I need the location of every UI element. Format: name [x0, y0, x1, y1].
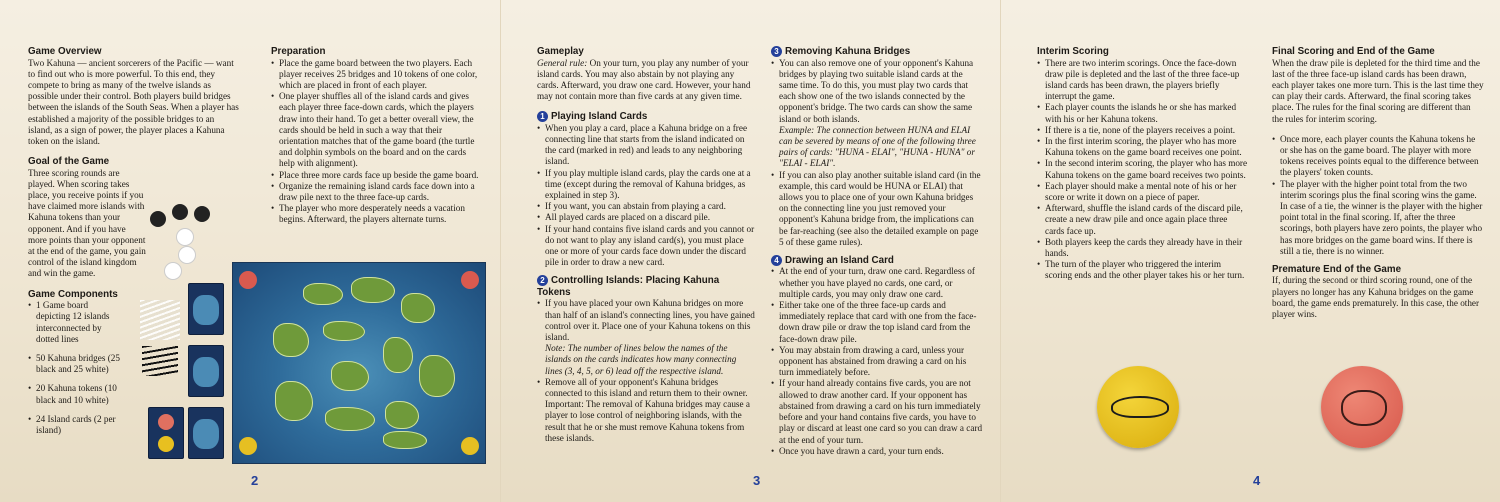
rule-item: • Each player should make a mental note of his or her score or write it down on a piece of paper.	[1037, 181, 1249, 203]
white-token-image	[176, 228, 194, 246]
preparation-heading: Preparation	[271, 46, 326, 57]
goal-heading: Goal of the Game	[28, 156, 110, 168]
goal-text: Three scoring rounds are played. When scoring takes place, you receive points if you have claimed more islands with Kahuna tokens than your opponent. And if you have more points than your opponent at the end of the game, you gain control of the island kingdom and win the game.	[28, 167, 146, 279]
gameplay-rule	[537, 58, 755, 103]
removing-column	[771, 46, 983, 464]
black-token-image	[172, 204, 188, 220]
bridges-image	[140, 300, 180, 340]
page-number: 4	[1253, 473, 1261, 488]
drawing-card-list	[771, 266, 983, 456]
page-number: 3	[753, 473, 761, 488]
rule-item: • There are two interim scorings. Once the face-down draw pile is depleted and the last of the three face-up island cards has been drawn, the players briefly interrupt the game.	[1037, 58, 1249, 103]
black-token-image	[150, 211, 166, 227]
island-card-image	[188, 283, 224, 335]
island-card-image	[188, 345, 224, 397]
rule-item: • Once you have drawn a card, your turn ends.	[771, 446, 983, 457]
rules-page-3	[500, 0, 1001, 502]
removing-bridges-list	[771, 58, 983, 248]
black-token-image	[194, 206, 210, 222]
white-token-image	[178, 246, 196, 264]
prep-item: • Place the game board between the two players. Each player receives 25 bridges and 10 tokens of one color, which are placed in front of each player.	[271, 58, 483, 92]
premature-heading: Premature End of the Game	[1272, 263, 1402, 275]
playing-cards-list	[537, 123, 755, 269]
component-item: • 50 Kahuna bridges (25 black and 25 white)	[28, 353, 120, 375]
rule-item: • In the second interim scoring, the player who has more Kahuna tokens on the game board receives two points.	[1037, 158, 1249, 180]
rule-item: • The turn of the player who triggered the interim scoring ends and the other player takes his or her turn.	[1037, 259, 1249, 281]
final-heading: Final Scoring and End of the Game	[1272, 46, 1435, 57]
prep-item: • The player who more desperately needs a vacation begins. Afterward, the players alternate turns.	[271, 203, 483, 225]
component-item: • 20 Kahuna tokens (10 black and 10 white)	[28, 383, 120, 405]
rule-item: • In the first interim scoring, the player who has more Kahuna tokens on the game board receives one point.	[1037, 136, 1249, 158]
rule-item: • Once more, each player counts the Kahuna tokens he or she has on the game board. The player with more tokens receives points equal to the difference between the players' token counts.	[1272, 134, 1484, 179]
bridges-image	[142, 346, 178, 376]
gameplay-heading: Gameplay	[537, 46, 584, 57]
rule-item: • If there is a tie, none of the players receives a point.	[1037, 125, 1249, 136]
section-heading: 1 Playing Island Cards	[537, 111, 755, 123]
prep-item: • Organize the remaining island cards face down into a draw pile next to the three face-up cards.	[271, 181, 483, 203]
final-text: When the draw pile is depleted for the third time and the last of the three face-up island cards has been drawn, each player takes one more turn. This is the last time they can play their cards. Afterward, the final scoring takes place. The rules for the final scoring are different than the rules for interim scoring.	[1272, 57, 1484, 124]
overview-heading: Game Overview	[28, 46, 102, 57]
rule-item: • Remove all of your opponent's Kahuna bridges connected to this island and return them to their owner. Important: The removal of Kahuna bridges may cause a player to lose control of neighboring islands, with the result that he or she must remove Kahuna tokens from these islands.	[537, 377, 755, 444]
rule-item: • Either take one of the three face-up cards and immediately replace that card with one from the face-down draw pile or draw the top island card from the face-down draw pile.	[771, 300, 983, 345]
gameplay-column	[537, 46, 755, 451]
rule-item: • If your hand already contains five cards, you are not allowed to draw another card. If your opponent has abstained from drawing a card on his turn immediately before and your hand contains five cards, you have to play or discard at least one card so you can draw a card at the end of your turn.	[771, 378, 983, 445]
interim-heading: Interim Scoring	[1037, 46, 1109, 57]
preparation-column	[271, 46, 483, 233]
rule-item: • When you play a card, place a Kahuna bridge on a free connecting line that starts from the island indicated on the card (marked in red) and leads to any neighboring island.	[537, 123, 755, 168]
card-back-image	[148, 407, 184, 459]
controlling-islands-list	[537, 298, 755, 444]
island-card-image	[188, 407, 224, 459]
page-number: 2	[251, 473, 259, 488]
general-rule-label: General rule:	[537, 57, 588, 68]
white-token-image	[164, 262, 182, 280]
component-item: • 24 Island cards (2 per island)	[28, 414, 120, 436]
step-number-badge: 4	[771, 255, 782, 266]
rule-item: • If your hand contains five island cards and you cannot or do not want to play any island card(s), you must place one or more of your cards face down under the discard pile in order to draw a new card.	[537, 224, 755, 269]
final-list	[1272, 134, 1484, 257]
example-text: Example: The connection between HUNA and ELAI can be severed by means of one of the following three pairs of cards: "HUNA - ELAI", "HUNA - HUNA" or "ELAI - ELAI".	[779, 124, 976, 169]
section-heading: 3 Removing Kahuna Bridges	[771, 46, 983, 58]
prep-item: • One player shuffles all of the island cards and gives each player three face-down cards, which the players draw into their hand. To get a better overall view, the cards should be held in such a way that their orientation matches that of the game board (the turtle and dolphin symbols on the board and on the cards help with alignment).	[271, 91, 483, 169]
interim-list	[1037, 58, 1249, 282]
rule-item: • You may abstain from drawing a card, unless your opponent has abstained from drawing a card on his turn immediately before.	[771, 345, 983, 379]
overview-text: Two Kahuna — ancient sorcerers of the Pacific — want to find out who is more powerful. To this end, they compete to bring as many of the twelve islands as possible under their control. Both players build bridges between the islands of the South Seas. When a player has established a majority of the possible bridges to an island, as a sign of power, the player places a Kahuna token on the island.	[28, 57, 239, 146]
rule-item: • The player with the higher point total from the two interim scorings plus the final scoring wins the game. In case of a tie, the winner is the player with the higher point total in the final scoring. If, after the three scorings, both players have zero points, the player who has more bridges on the game board wins. If there is still a tie, there is no winner.	[1272, 179, 1484, 257]
prep-item: • Place three more cards face up beside the game board.	[271, 170, 483, 181]
section-heading: 2 Controlling Islands: Placing Kahuna Tokens	[537, 275, 720, 298]
gameplay-text: On your turn, you play any number of your island cards. You may also abstain by not playing any cards. Afterward, you draw one card. However, your hand may not contain more than five cards at any given time.	[537, 57, 751, 102]
interim-column	[1037, 46, 1249, 289]
yellow-token-image	[1097, 366, 1179, 448]
step-number-badge: 1	[537, 111, 548, 122]
final-column	[1272, 46, 1484, 329]
note-text: Note: The number of lines below the names of the islands on the cards indicates how many connecting lines (3, 4, 5, or 6) lead off the respective island.	[545, 343, 737, 376]
rules-page-2	[0, 0, 500, 502]
step-number-badge: 2	[537, 275, 548, 286]
rule-item: • Both players keep the cards they already have in their hands.	[1037, 237, 1249, 259]
rule-item: • If you can also play another suitable island card (in the example, this card would be HUNA or ELAI) that allows you to place one of your own Kahuna bridges on the connecting line you just removed your opponent's Kahuna bridge from, the implications can be far-reaching (see also the detailed example on page 5 of these game rules).	[771, 170, 983, 248]
step-number-badge: 3	[771, 46, 782, 57]
rule-item: • If you play multiple island cards, play the cards one at a time (except during the removal of Kahuna bridges, as explained in step 3).	[537, 168, 755, 202]
component-item: • 1 Game board depicting 12 islands interconnected by dotted lines	[28, 300, 120, 345]
section-heading: 4 Drawing an Island Card	[771, 255, 983, 267]
preparation-list	[271, 58, 483, 226]
components-heading: Game Components	[28, 288, 118, 300]
rule-item: • All played cards are placed on a discard pile.	[537, 212, 755, 223]
rule-item: • If you want, you can abstain from playing a card.	[537, 201, 755, 212]
rule-item: • Each player counts the islands he or she has marked with his or her Kahuna tokens.	[1037, 102, 1249, 124]
important-text: Important: The removal of Kahuna bridges may cause a player to lose control of neighboring islands, with the result that he or she must remove Kahuna tokens from these islands.	[545, 399, 750, 443]
rule-item: • If you have placed your own Kahuna bridges on more than half of an island's connecting lines, you have gained control over it. Place one of your Kahuna tokens on this island. Note: The number of lines below the names of the islands on the cards indicates how many connecting lines (3, 4, 5, or 6) lead off the respective island.	[537, 298, 755, 376]
premature-text: If, during the second or third scoring round, one of the players no longer has any Kahuna bridges on the game board, the game ends prematurely. In this case, the other player wins.	[1272, 275, 1480, 320]
rule-item: • You can also remove one of your opponent's Kahuna bridges by playing two suitable island cards at the same time. To do this, you must play two cards that each show one of the two islands connected by the opponent's bridge. The two cards can show the same island or both islands. Example: The connection between HUNA and ELAI can be severed by means of one of the following three pairs of cards: "HUNA - ELAI", "HUNA - HUNA" or "ELAI - ELAI".	[771, 58, 983, 170]
game-board-image	[232, 262, 486, 464]
components-list	[28, 300, 120, 436]
rule-item: • At the end of your turn, draw one card. Regardless of whether you have played no cards, one card, or multiple cards, you may only draw one card.	[771, 266, 983, 300]
rule-item: • Afterward, shuffle the island cards of the discard pile, create a new draw pile and once again place three cards face up.	[1037, 203, 1249, 237]
red-token-image	[1321, 366, 1403, 448]
rules-page-4	[1000, 0, 1500, 502]
